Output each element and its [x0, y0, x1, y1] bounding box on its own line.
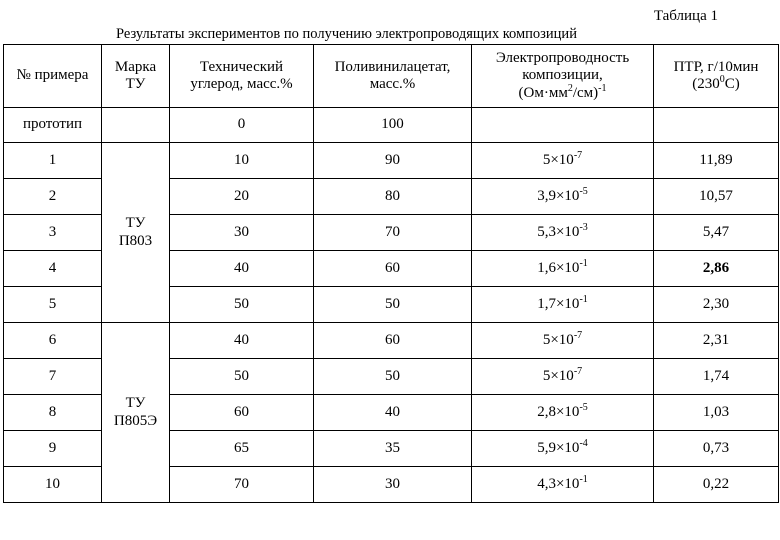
cell-melt-flow-rate: 10,57: [654, 179, 779, 215]
cell-example-no: 8: [4, 395, 102, 431]
cell-conductivity: $4,3\times 10^{-1}$: [472, 467, 654, 503]
table-row: [4, 108, 779, 143]
results-table: [3, 44, 779, 503]
cell-pva: 50: [314, 287, 472, 323]
table-title: Результаты экспериментов по получению электропроводящих композиций: [116, 26, 577, 42]
cell-pva: 40: [314, 395, 472, 431]
header-example-no: № примера: [4, 45, 102, 108]
cell-melt-flow-rate: 2,30: [654, 287, 779, 323]
cell-pva: 90: [314, 143, 472, 179]
cell-example-no: 3: [4, 215, 102, 251]
cell-brand-group: ТУ П803: [102, 143, 170, 323]
cell-conductivity: $2,8\times 10^{-5}$: [472, 395, 654, 431]
cell-pva: 35: [314, 431, 472, 467]
cell-carbon: 40: [170, 323, 314, 359]
cell-brand-empty: [102, 108, 170, 143]
cell-conductivity: $3,9\times 10^{-5}$: [472, 179, 654, 215]
cell-example-no: 7: [4, 359, 102, 395]
cell-melt-flow-rate: 1,03: [654, 395, 779, 431]
cell-pva: 80: [314, 179, 472, 215]
cell-carbon: 30: [170, 215, 314, 251]
cell-carbon: 60: [170, 395, 314, 431]
cell-melt-flow-rate: 0,73: [654, 431, 779, 467]
cell-melt-flow-rate: 0,22: [654, 467, 779, 503]
header-row: [4, 45, 779, 108]
cell-conductivity: $5,3\times 10^{-3}$: [472, 215, 654, 251]
table-caption: Таблица 1: [653, 8, 718, 24]
cell-carbon: 50: [170, 359, 314, 395]
cell-pva: 30: [314, 467, 472, 503]
cell-brand-group: ТУ П805Э: [102, 323, 170, 503]
header-carbon: Технический углерод, масс.%: [170, 45, 314, 108]
header-melt-flow-rate: ПТР, г/10мин $(230^0С)$: [654, 45, 779, 108]
cell-example-no: 1: [4, 143, 102, 179]
cell-melt-flow-rate: 1,74: [654, 359, 779, 395]
cell-melt-flow-rate: 5,47: [654, 215, 779, 251]
cell-conductivity: $5\times 10^{-7}$: [472, 143, 654, 179]
cell-pva: 50: [314, 359, 472, 395]
cell-example-no: 6: [4, 323, 102, 359]
cell-carbon: 10: [170, 143, 314, 179]
cell-pva: 100: [314, 108, 472, 143]
cell-conductivity: [472, 108, 654, 143]
cell-pva: 60: [314, 251, 472, 287]
cell-melt-flow-rate: 11,89: [654, 143, 779, 179]
header-brand: Марка ТУ: [102, 45, 170, 108]
cell-melt-flow-rate: 2,31: [654, 323, 779, 359]
cell-melt-flow-rate: [654, 108, 779, 143]
cell-pva: 70: [314, 215, 472, 251]
cell-example-no: прототип: [4, 108, 102, 143]
table-row: [4, 323, 779, 359]
cell-conductivity: $1,7\times 10^{-1}$: [472, 287, 654, 323]
cell-conductivity: $5,9\times 10^{-4}$: [472, 431, 654, 467]
header-pva: Поливинилацетат, масс.%: [314, 45, 472, 108]
cell-example-no: 5: [4, 287, 102, 323]
cell-carbon: 40: [170, 251, 314, 287]
cell-example-no: 4: [4, 251, 102, 287]
cell-example-no: 9: [4, 431, 102, 467]
cell-example-no: 10: [4, 467, 102, 503]
cell-carbon: 20: [170, 179, 314, 215]
cell-carbon: 70: [170, 467, 314, 503]
header-conductivity: Электропроводность композиции, $(Ом\cdot мм^2/см)^{-1}$: [472, 45, 654, 108]
cell-carbon: 65: [170, 431, 314, 467]
cell-conductivity: $1,6\times 10^{-1}$: [472, 251, 654, 287]
cell-carbon: 50: [170, 287, 314, 323]
cell-pva: 60: [314, 323, 472, 359]
cell-melt-flow-rate: 2,86: [654, 251, 779, 287]
cell-example-no: 2: [4, 179, 102, 215]
cell-carbon: 0: [170, 108, 314, 143]
table-row: [4, 143, 779, 179]
cell-conductivity: $5\times 10^{-7}$: [472, 359, 654, 395]
cell-conductivity: $5\times 10^{-7}$: [472, 323, 654, 359]
